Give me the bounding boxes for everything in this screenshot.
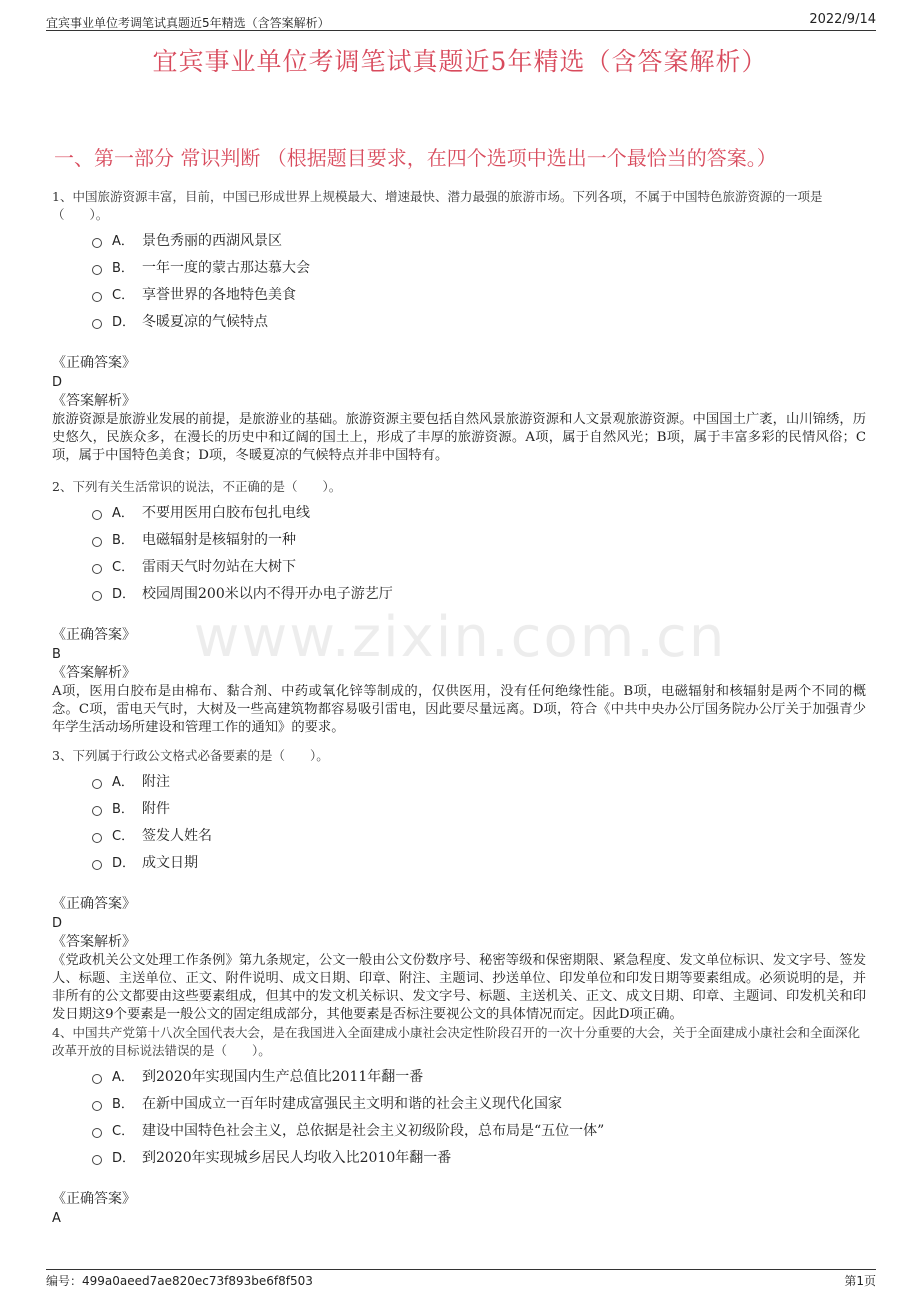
option-letter: B． — [112, 802, 134, 817]
correct-answer-value: A — [52, 1211, 61, 1226]
option-letter: A． — [112, 775, 134, 790]
explanation-text: 旅游资源是旅游业发展的前提，是旅游业的基础。旅游资源主要包括自然风景旅游资源和人文景观旅游资源。中国国土广袤，山川锦绣，历史悠久，民族众多，在漫长的历史中和辽阔的国土上，形成了丰厚的旅游资源。A项，属于自然风光；B项，属于丰富多彩的民情风俗；C项，属于中国特色美食；D项，冬暖夏凉的气候特点并非中国特有。 — [52, 412, 866, 463]
option-list — [52, 498, 866, 606]
document-title: 宜宾事业单位考调笔试真题近5年精选（含答案解析） — [152, 47, 768, 76]
option-letter: B． — [112, 533, 134, 548]
option-letter: C． — [112, 829, 135, 844]
option-text: 不要用医用白胶布包扎电线 — [142, 504, 310, 521]
option-text: 电磁辐射是核辐射的一种 — [142, 531, 296, 548]
question-stem: 2、下列有关生活常识的说法，不正确的是（ ）。 — [52, 479, 342, 494]
option-b[interactable] — [52, 253, 866, 280]
question-stem: 3、下列属于行政公文格式必备要素的是（ ）。 — [52, 748, 329, 763]
option-d[interactable] — [52, 848, 866, 875]
correct-answer-label: 《正确答案》 — [52, 896, 136, 912]
radio-icon[interactable] — [92, 806, 102, 816]
option-c[interactable] — [52, 1116, 866, 1143]
option-text: 到2020年实现城乡居民人均收入比2010年翻一番 — [142, 1149, 452, 1166]
radio-icon[interactable] — [92, 238, 102, 248]
radio-icon[interactable] — [92, 265, 102, 275]
option-c[interactable] — [52, 280, 866, 307]
option-d[interactable] — [52, 307, 866, 334]
footer-page-number: 第1页 — [844, 1274, 876, 1288]
question-3 — [52, 747, 866, 1024]
option-letter: B． — [112, 1097, 134, 1112]
footer-code-value: 499a0aeed7ae820ec73f893be6f8f503 — [82, 1274, 313, 1288]
question-2 — [52, 478, 866, 737]
radio-icon[interactable] — [92, 510, 102, 520]
option-letter: C． — [112, 288, 135, 303]
option-list — [52, 767, 866, 875]
option-a[interactable] — [52, 226, 866, 253]
radio-icon[interactable] — [92, 591, 102, 601]
option-list — [52, 226, 866, 334]
option-text: 建设中国特色社会主义，总依据是社会主义初级阶段，总布局是“五位一体” — [142, 1122, 605, 1139]
radio-icon[interactable] — [92, 537, 102, 547]
option-text: 附件 — [142, 800, 170, 817]
option-letter: D． — [112, 587, 136, 602]
correct-answer-value: D — [52, 375, 63, 390]
answer-section — [52, 1190, 866, 1228]
option-d[interactable] — [52, 579, 866, 606]
radio-icon[interactable] — [92, 292, 102, 302]
header-doc-title: 宜宾事业单位考调笔试真题近5年精选（含答案解析） — [46, 16, 330, 30]
correct-answer-value: D — [52, 916, 63, 931]
explanation-label: 《答案解析》 — [52, 393, 136, 409]
option-letter: A． — [112, 234, 134, 249]
radio-icon[interactable] — [92, 564, 102, 574]
option-text: 在新中国成立一百年时建成富强民主文明和谐的社会主义现代化国家 — [142, 1095, 562, 1112]
option-text: 附注 — [142, 773, 170, 790]
correct-answer-value: B — [52, 647, 61, 662]
option-letter: A． — [112, 1070, 134, 1085]
option-c[interactable] — [52, 821, 866, 848]
page-header — [46, 12, 876, 31]
radio-icon[interactable] — [92, 833, 102, 843]
question-stem: 4、中国共产党第十八次全国代表大会，是在我国进入全面建成小康社会决定性阶段召开的一次十分重要的大会，关于全面建成小康社会和全面深化改革开放的目标说法错误的是（ ）。 — [52, 1025, 860, 1058]
option-letter: B． — [112, 261, 134, 276]
explanation-text: 《党政机关公文处理工作条例》第九条规定，公文一般由公文份数序号、秘密等级和保密期限、紧急程度、发文单位标识、发文字号、签发人、标题、主送单位、正文、附件说明、成文日期、印章、附注、主题词、抄送单位、印发单位和印发日期等要素组成。必须说明的是，并非所有的公文都要由这些要素组成，但其中的发文机关标识、发文字号、标题、主送机关、正文、成文日期、印章、主题词、印发机关和印发日期这9个要素是一般公文的固定组成部分，其他要素是否标注要视公文的具体情况而定。因此D项正确。 — [52, 953, 866, 1022]
option-text: 冬暖夏凉的气候特点 — [142, 313, 268, 330]
option-b[interactable] — [52, 794, 866, 821]
question-4 — [52, 1024, 866, 1228]
option-text: 雷雨天气时勿站在大树下 — [142, 558, 296, 575]
explanation-text: A项，医用白胶布是由棉布、黏合剂、中药或氧化锌等制成的，仅供医用，没有任何绝缘性能。B项，电磁辐射和核辐射是两个不同的概念。C项，雷电天气时，大树及一些高建筑物都容易吸引雷电，因此要尽量远离。D项，符合《中共中央办公厅国务院办公厅关于加强青少年学生活动场所建设和管理工作的通知》的要求。 — [52, 684, 866, 735]
option-text: 享誉世界的各地特色美食 — [142, 286, 296, 303]
option-b[interactable] — [52, 525, 866, 552]
option-a[interactable] — [52, 1062, 866, 1089]
option-letter: D． — [112, 1151, 136, 1166]
option-b[interactable] — [52, 1089, 866, 1116]
option-a[interactable] — [52, 498, 866, 525]
answer-section — [52, 626, 866, 737]
correct-answer-label: 《正确答案》 — [52, 1191, 136, 1207]
option-letter: D． — [112, 315, 136, 330]
option-text: 成文日期 — [142, 854, 198, 871]
watermark: www.zixin.com.cn — [193, 605, 727, 670]
section-heading: 一、第一部分 常识判断 （根据题目要求，在四个选项中选出一个最恰当的答案。） — [54, 146, 777, 170]
option-c[interactable] — [52, 552, 866, 579]
question-1 — [52, 188, 866, 465]
option-letter: A． — [112, 506, 134, 521]
answer-section — [52, 895, 866, 1024]
answer-section — [52, 354, 866, 465]
option-d[interactable] — [52, 1143, 866, 1170]
radio-icon[interactable] — [92, 1128, 102, 1138]
option-text: 到2020年实现国内生产总值比2011年翻一番 — [142, 1068, 424, 1085]
radio-icon[interactable] — [92, 1101, 102, 1111]
question-stem: 1、中国旅游资源丰富，目前，中国已形成世界上规模最大、增速最快、潜力最强的旅游市场。下列各项，不属于中国特色旅游资源的一项是（ ）。 — [52, 189, 823, 222]
option-text: 景色秀丽的西湖风景区 — [142, 232, 282, 249]
option-letter: C． — [112, 560, 135, 575]
correct-answer-label: 《正确答案》 — [52, 627, 136, 643]
option-text: 一年一度的蒙古那达慕大会 — [142, 259, 310, 276]
radio-icon[interactable] — [92, 1155, 102, 1165]
option-text: 签发人姓名 — [142, 827, 212, 844]
radio-icon[interactable] — [92, 319, 102, 329]
option-list — [52, 1062, 866, 1170]
page-footer — [46, 1269, 876, 1288]
option-letter: D． — [112, 856, 136, 871]
radio-icon[interactable] — [92, 1074, 102, 1084]
explanation-label: 《答案解析》 — [52, 934, 136, 950]
correct-answer-label: 《正确答案》 — [52, 355, 136, 371]
radio-icon[interactable] — [92, 860, 102, 870]
explanation-label: 《答案解析》 — [52, 665, 136, 681]
header-date: 2022/9/14 — [809, 12, 876, 27]
option-text: 校园周围200米以内不得开办电子游艺厅 — [142, 585, 393, 602]
option-letter: C． — [112, 1124, 135, 1139]
footer-code-label: 编号： — [46, 1274, 83, 1288]
footer-code — [46, 1272, 313, 1289]
radio-icon[interactable] — [92, 779, 102, 789]
option-a[interactable] — [52, 767, 866, 794]
